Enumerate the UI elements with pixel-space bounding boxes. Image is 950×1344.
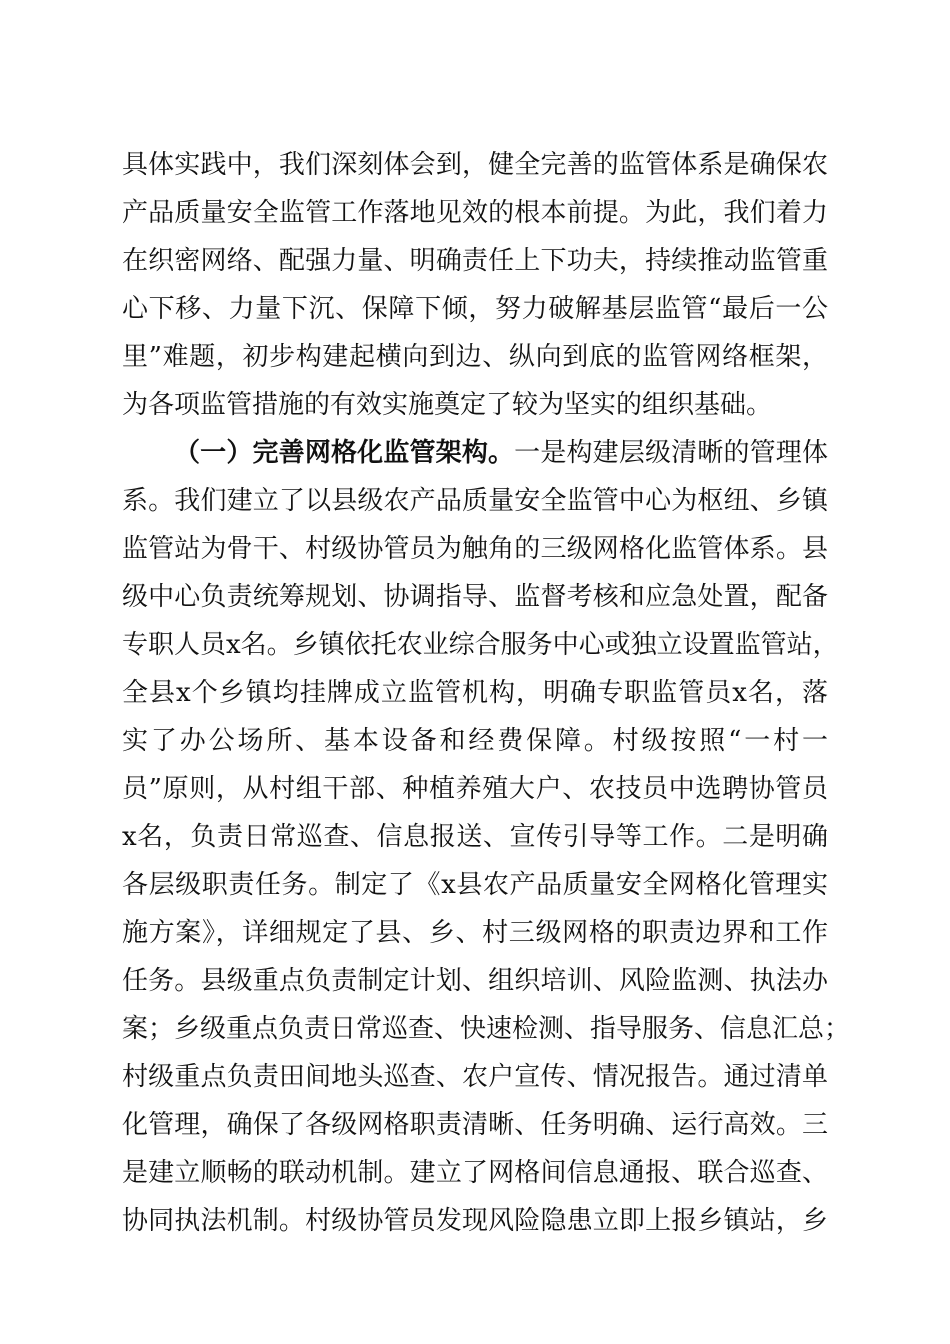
text-line-5: 里”难题，初步构建起横向到边、纵向到底的监管网络框架， [122, 342, 828, 372]
text-line-22: 是建立顺畅的联动机制。建立了网格间信息通报、联合巡查、 [122, 1158, 828, 1188]
text-line-11: 专职人员x名。乡镇依托农业综合服务中心或独立设置监管站， [122, 630, 839, 660]
text-line-14: 员”原则，从村组干部、种植养殖大户、农技员中选聘协管员 [122, 774, 828, 804]
text-line-7: 一是构建层级清晰的管理体 [514, 438, 828, 468]
text-line-1: 具体实践中，我们深刻体会到，健全完善的监管体系是确保农 [122, 150, 828, 180]
text-line-19: 案；乡级重点负责日常巡查、快速检测、指导服务、信息汇总； [122, 1014, 851, 1044]
text-line-15: x名，负责日常巡查、信息报送、宣传引导等工作。二是明确 [122, 822, 828, 852]
text-line-12: 全县x个乡镇均挂牌成立监管机构，明确专职监管员x名，落 [122, 678, 828, 708]
text-line-4: 心下移、力量下沉、保障下倾，努力破解基层监管“最后一公 [122, 294, 828, 324]
text-line-20: 村级重点负责田间地头巡查、农户宣传、情况报告。通过清单 [122, 1062, 828, 1092]
text-line-8: 系。我们建立了以县级农产品质量安全监管中心为枢纽、乡镇 [122, 486, 828, 516]
text-line-3: 在织密网络、配强力量、明确责任上下功夫，持续推动监管重 [122, 246, 828, 276]
section-heading-line [122, 429, 828, 477]
text-line-18: 任务。县级重点负责制定计划、组织培训、风险监测、执法办 [122, 966, 828, 996]
section-heading: （一）完善网格化监管架构。 [174, 438, 515, 468]
text-line-17: 施方案》，详细规定了县、乡、村三级网格的职责边界和工作 [122, 918, 828, 948]
text-line-6: 为各项监管措施的有效实施奠定了较为坚实的组织基础。 [122, 390, 773, 420]
body-text [122, 141, 851, 1245]
text-line-13: 实了办公场所、基本设备和经费保障。村级按照“一村一 [122, 726, 828, 756]
text-line-10: 级中心负责统筹规划、协调指导、监督考核和应急处置，配备 [122, 582, 828, 612]
text-line-2: 产品质量安全监管工作落地见效的根本前提。为此，我们着力 [122, 198, 828, 228]
text-line-9: 监管站为骨干、村级协管员为触角的三级网格化监管体系。县 [122, 534, 828, 564]
text-line-23: 协同执法机制。村级协管员发现风险隐患立即上报乡镇站，乡 [122, 1206, 828, 1236]
text-line-21: 化管理，确保了各级网格职责清晰、任务明确、运行高效。三 [122, 1110, 828, 1140]
text-line-16: 各层级职责任务。制定了《x县农产品质量安全网格化管理实 [122, 870, 828, 900]
